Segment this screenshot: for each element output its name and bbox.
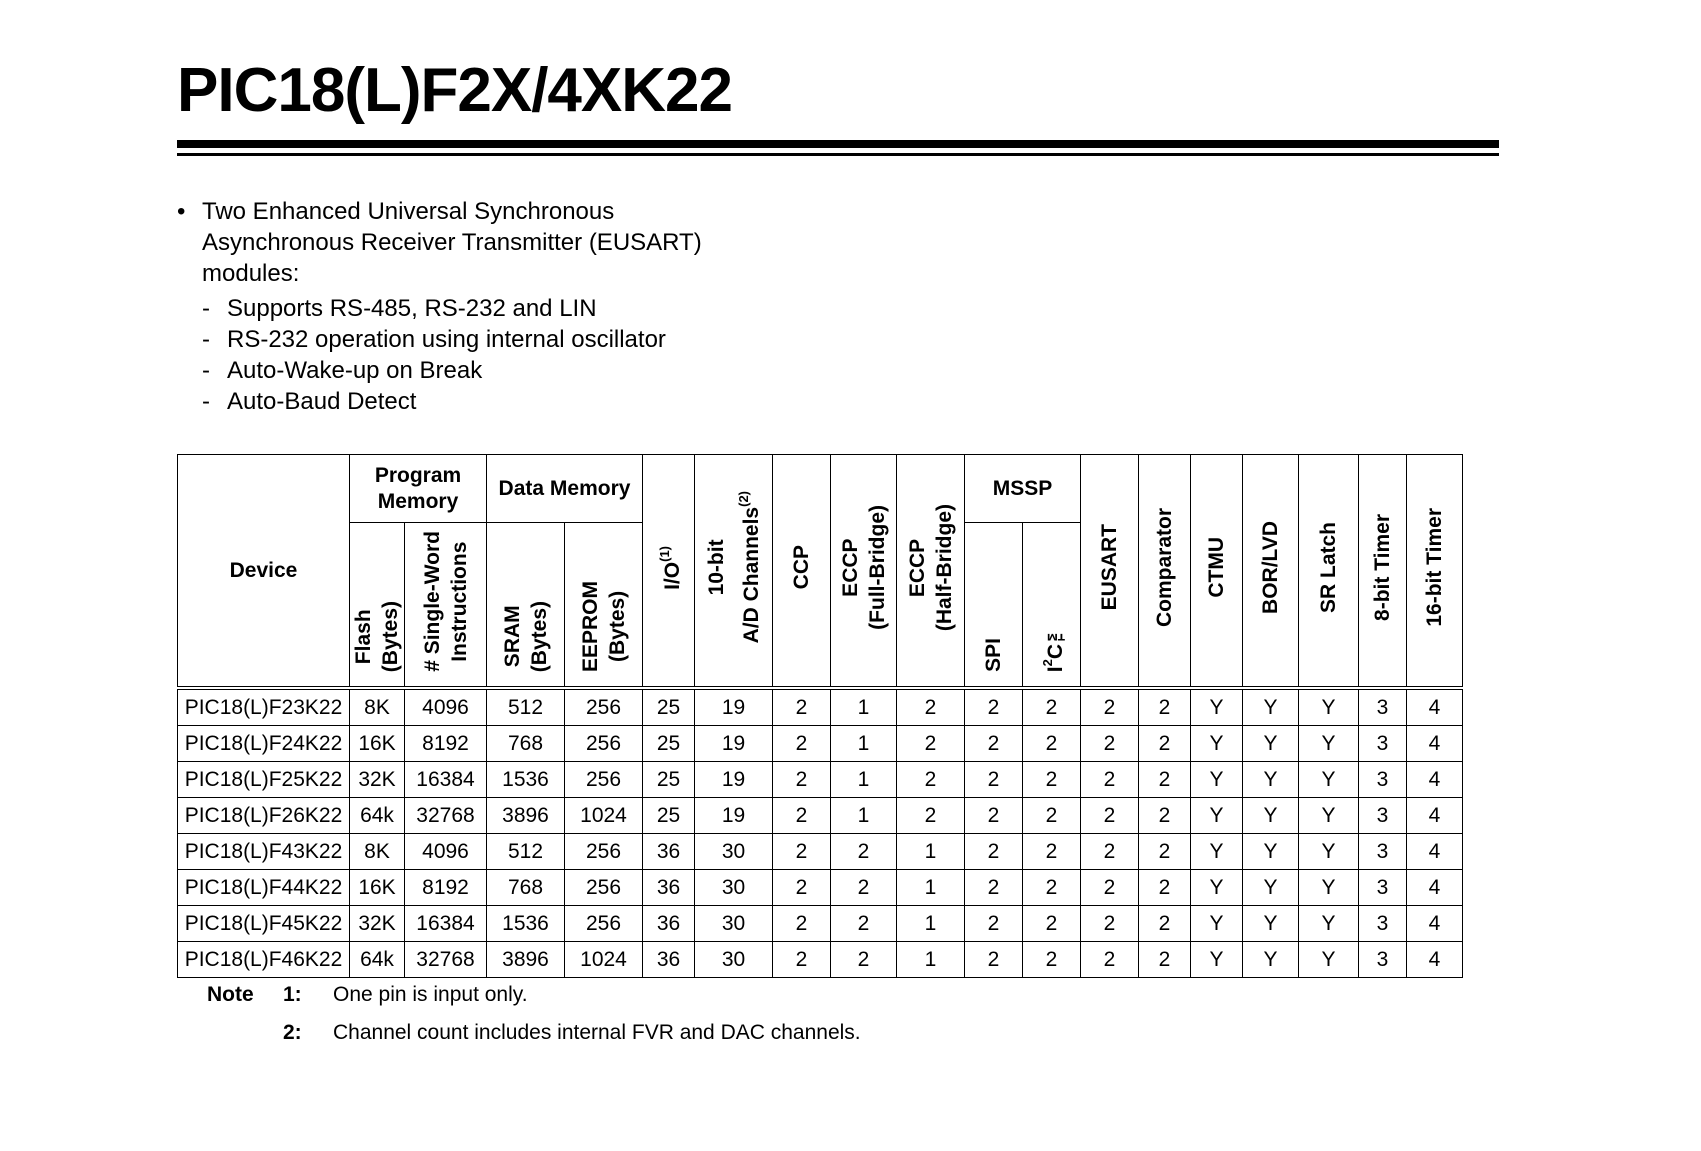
table-cell: 1024 [565, 798, 643, 834]
table-cell: 3 [1359, 762, 1407, 798]
header-instructions: # Single-Word Instructions [405, 523, 487, 689]
title-rule-thin [177, 153, 1499, 156]
table-cell: 1 [897, 942, 965, 978]
sub-item-text: Auto-Baud Detect [227, 388, 417, 415]
table-cell: Y [1299, 906, 1359, 942]
table-cell: 2 [965, 762, 1023, 798]
note-text: One pin is input only. [333, 983, 528, 1006]
table-cell: 8192 [405, 870, 487, 906]
header-eccp-full: ECCP (Full-Bridge) [831, 455, 897, 689]
table-cell: 32K [350, 906, 405, 942]
table-cell: 1 [897, 870, 965, 906]
sub-item [202, 386, 762, 417]
table-cell: 1536 [487, 762, 565, 798]
header-16bit-timer: 16-bit Timer [1407, 455, 1463, 689]
dash-icon: - [202, 326, 210, 353]
table-cell: 25 [643, 688, 695, 726]
table-cell: 2 [897, 726, 965, 762]
table-cell: 32768 [405, 942, 487, 978]
table-cell: 2 [773, 834, 831, 870]
table-cell: 2 [773, 798, 831, 834]
dash-icon: - [202, 388, 210, 415]
table-cell: Y [1191, 798, 1243, 834]
table-cell: 25 [643, 762, 695, 798]
table-cell: 4 [1407, 688, 1463, 726]
feature-bullets [177, 196, 762, 417]
table-cell: 64k [350, 798, 405, 834]
note-item [207, 1014, 861, 1052]
table-cell: 2 [831, 942, 897, 978]
header-device: Device [178, 455, 350, 689]
table-cell: 2 [1023, 688, 1081, 726]
table-cell: 2 [897, 762, 965, 798]
table-cell: 2 [897, 798, 965, 834]
table-cell: 2 [1023, 870, 1081, 906]
table-cell: 16384 [405, 906, 487, 942]
table-cell: 2 [773, 906, 831, 942]
note-number: 2: [283, 1021, 302, 1044]
table-cell: Y [1191, 762, 1243, 798]
table-cell: 2 [773, 726, 831, 762]
table-cell: 4 [1407, 726, 1463, 762]
note-label-spacer [207, 1014, 283, 1052]
header-program-memory: Program Memory [350, 455, 487, 523]
table-cell: 2 [1081, 726, 1139, 762]
table-cell: 16K [350, 726, 405, 762]
note-item [207, 976, 861, 1014]
table-cell: 1 [897, 906, 965, 942]
device-name-cell: PIC18(L)F45K22 [178, 906, 350, 942]
device-name-cell: PIC18(L)F23K22 [178, 688, 350, 726]
table-cell: 3 [1359, 906, 1407, 942]
table-cell: 512 [487, 688, 565, 726]
header-mssp: MSSP [965, 455, 1081, 523]
table-cell: 4 [1407, 798, 1463, 834]
table-cell: 2 [773, 942, 831, 978]
table-row [178, 762, 1463, 798]
header-adc-channels: 10-bit A/D Channels$^{(2)}$ [695, 455, 773, 689]
table-cell: 2 [831, 870, 897, 906]
table-cell: 512 [487, 834, 565, 870]
sub-item-text: Auto-Wake-up on Break [227, 357, 483, 384]
table-cell: Y [1191, 942, 1243, 978]
table-cell: 2 [1081, 906, 1139, 942]
header-eccp-half: ECCP (Half-Bridge) [897, 455, 965, 689]
sub-item-text: RS-232 operation using internal oscillator [227, 326, 666, 353]
table-cell: 36 [643, 906, 695, 942]
table-cell: 2 [1139, 762, 1191, 798]
table-notes [207, 976, 861, 1052]
device-name-cell: PIC18(L)F26K22 [178, 798, 350, 834]
table-cell: 25 [643, 798, 695, 834]
table-cell: Y [1243, 906, 1299, 942]
dash-icon: - [202, 295, 210, 322]
table-cell: 36 [643, 942, 695, 978]
table-row [178, 834, 1463, 870]
table-cell: 3 [1359, 942, 1407, 978]
table-cell: 2 [1023, 726, 1081, 762]
table-cell: 30 [695, 870, 773, 906]
table-cell: 36 [643, 870, 695, 906]
table-cell: 19 [695, 726, 773, 762]
table-cell: 19 [695, 762, 773, 798]
device-name-cell: PIC18(L)F24K22 [178, 726, 350, 762]
table-cell: 2 [1023, 906, 1081, 942]
table-cell: 4096 [405, 834, 487, 870]
table-row [178, 726, 1463, 762]
table-cell: 2 [965, 834, 1023, 870]
table-cell: Y [1191, 906, 1243, 942]
table-body [178, 688, 1463, 978]
table-cell: Y [1299, 870, 1359, 906]
table-cell: 2 [773, 762, 831, 798]
table-cell: Y [1243, 798, 1299, 834]
table-cell: 2 [1081, 762, 1139, 798]
table-cell: 4 [1407, 834, 1463, 870]
table-cell: Y [1299, 834, 1359, 870]
header-comparator: Comparator [1139, 455, 1191, 689]
table-cell: 8K [350, 688, 405, 726]
header-eeprom: EEPROM (Bytes) [565, 523, 643, 689]
table-cell: Y [1191, 726, 1243, 762]
table-cell: Y [1243, 870, 1299, 906]
table-cell: 2 [965, 798, 1023, 834]
table-row [178, 906, 1463, 942]
table-cell: 4 [1407, 942, 1463, 978]
table-cell: 256 [565, 688, 643, 726]
table-cell: 2 [1023, 942, 1081, 978]
header-spi: SPI [965, 523, 1023, 689]
header-data-memory: Data Memory [487, 455, 643, 523]
table-cell: 256 [565, 870, 643, 906]
table-cell: 2 [1081, 870, 1139, 906]
table-cell: Y [1243, 726, 1299, 762]
sub-item-text: Supports RS-485, RS-232 and LIN [227, 295, 597, 322]
table-cell: 2 [1081, 834, 1139, 870]
table-cell: 16384 [405, 762, 487, 798]
note-number: 1: [283, 983, 302, 1006]
table-cell: 256 [565, 726, 643, 762]
table-row [178, 688, 1463, 726]
table-cell: 19 [695, 688, 773, 726]
table-cell: 2 [1081, 942, 1139, 978]
table-cell: 2 [965, 906, 1023, 942]
table-cell: 64k [350, 942, 405, 978]
table-cell: 2 [773, 688, 831, 726]
table-cell: Y [1299, 688, 1359, 726]
table-cell: 2 [1139, 726, 1191, 762]
table-cell: 2 [965, 942, 1023, 978]
table-cell: Y [1299, 762, 1359, 798]
table-cell: 2 [1139, 834, 1191, 870]
table-cell: 3896 [487, 798, 565, 834]
header-8bit-timer: 8-bit Timer [1359, 455, 1407, 689]
note-label: Note [207, 983, 254, 1006]
table-cell: Y [1243, 942, 1299, 978]
table-cell: Y [1191, 870, 1243, 906]
bullet-item [177, 196, 762, 289]
sub-list [202, 293, 762, 417]
device-name-cell: PIC18(L)F25K22 [178, 762, 350, 798]
table-cell: 2 [1139, 688, 1191, 726]
table-cell: 2 [1023, 834, 1081, 870]
header-ccp: CCP [773, 455, 831, 689]
table-cell: 768 [487, 870, 565, 906]
table-row [178, 870, 1463, 906]
table-cell: 256 [565, 762, 643, 798]
table-cell: 4 [1407, 870, 1463, 906]
table-cell: 2 [831, 834, 897, 870]
table-cell: 2 [965, 870, 1023, 906]
table-cell: 4 [1407, 906, 1463, 942]
table-cell: Y [1243, 688, 1299, 726]
header-sr-latch: SR Latch [1299, 455, 1359, 689]
table-cell: 2 [831, 906, 897, 942]
header-i2c: $I^2C™$ [1023, 523, 1081, 689]
table-cell: Y [1191, 688, 1243, 726]
bullet-icon: • [177, 198, 186, 225]
table-cell: Y [1299, 798, 1359, 834]
table-cell: 1 [897, 834, 965, 870]
table-cell: 1536 [487, 906, 565, 942]
table-cell: 2 [1139, 870, 1191, 906]
sub-item [202, 293, 762, 324]
table-cell: 2 [1139, 798, 1191, 834]
table-row [178, 942, 1463, 978]
table-cell: Y [1243, 762, 1299, 798]
device-name-cell: PIC18(L)F43K22 [178, 834, 350, 870]
table-cell: 1024 [565, 942, 643, 978]
table-row [178, 798, 1463, 834]
table-cell: 2 [1081, 688, 1139, 726]
table-cell: 2 [1139, 906, 1191, 942]
table-cell: 32K [350, 762, 405, 798]
page-title: PIC18(L)F2X/4XK22 [177, 56, 732, 125]
table-cell: 4096 [405, 688, 487, 726]
table-cell: 1 [831, 688, 897, 726]
sub-item [202, 324, 762, 355]
header-eusart: EUSART [1081, 455, 1139, 689]
table-cell: 768 [487, 726, 565, 762]
table-cell: 19 [695, 798, 773, 834]
table-cell: 30 [695, 834, 773, 870]
table-cell: 8192 [405, 726, 487, 762]
title-rule-thick [177, 140, 1499, 148]
table-cell: 2 [1023, 762, 1081, 798]
table-cell: 2 [1023, 798, 1081, 834]
table-cell: 25 [643, 726, 695, 762]
table-cell: Y [1299, 726, 1359, 762]
table-cell: 2 [965, 726, 1023, 762]
header-flash: Flash (Bytes) [350, 523, 405, 689]
device-name-cell: PIC18(L)F44K22 [178, 870, 350, 906]
header-ctmu: CTMU [1191, 455, 1243, 689]
table-cell: 36 [643, 834, 695, 870]
note-text: Channel count includes internal FVR and DAC channels. [333, 1021, 861, 1044]
table-cell: 30 [695, 906, 773, 942]
dash-icon: - [202, 357, 210, 384]
table-cell: 2 [965, 688, 1023, 726]
table-cell: 32768 [405, 798, 487, 834]
table-cell: 3 [1359, 688, 1407, 726]
table-cell: 16K [350, 870, 405, 906]
table-cell: 30 [695, 942, 773, 978]
device-name-cell: PIC18(L)F46K22 [178, 942, 350, 978]
bullet-text: Two Enhanced Universal Synchronous Asynchronous Receiver Transmitter (EUSART) modules: [202, 198, 702, 287]
table-cell: 2 [1081, 798, 1139, 834]
table-cell: Y [1243, 834, 1299, 870]
table-cell: 1 [831, 798, 897, 834]
table-cell: 3 [1359, 870, 1407, 906]
header-bor-lvd: BOR/LVD [1243, 455, 1299, 689]
table-cell: 256 [565, 834, 643, 870]
device-spec-table [177, 454, 1463, 978]
header-io: $I/O^{(1)}$ [643, 455, 695, 689]
table-cell: 2 [897, 688, 965, 726]
sub-item [202, 355, 762, 386]
table-cell: 1 [831, 726, 897, 762]
table-cell: 256 [565, 906, 643, 942]
table-cell: 8K [350, 834, 405, 870]
table-cell: 3 [1359, 726, 1407, 762]
table-cell: 2 [773, 870, 831, 906]
table-cell: 2 [1139, 942, 1191, 978]
table-cell: Y [1191, 834, 1243, 870]
table-cell: Y [1299, 942, 1359, 978]
table-cell: 3 [1359, 798, 1407, 834]
table-cell: 3896 [487, 942, 565, 978]
table-cell: 3 [1359, 834, 1407, 870]
header-sram: SRAM (Bytes) [487, 523, 565, 689]
table-cell: 1 [831, 762, 897, 798]
table-cell: 4 [1407, 762, 1463, 798]
